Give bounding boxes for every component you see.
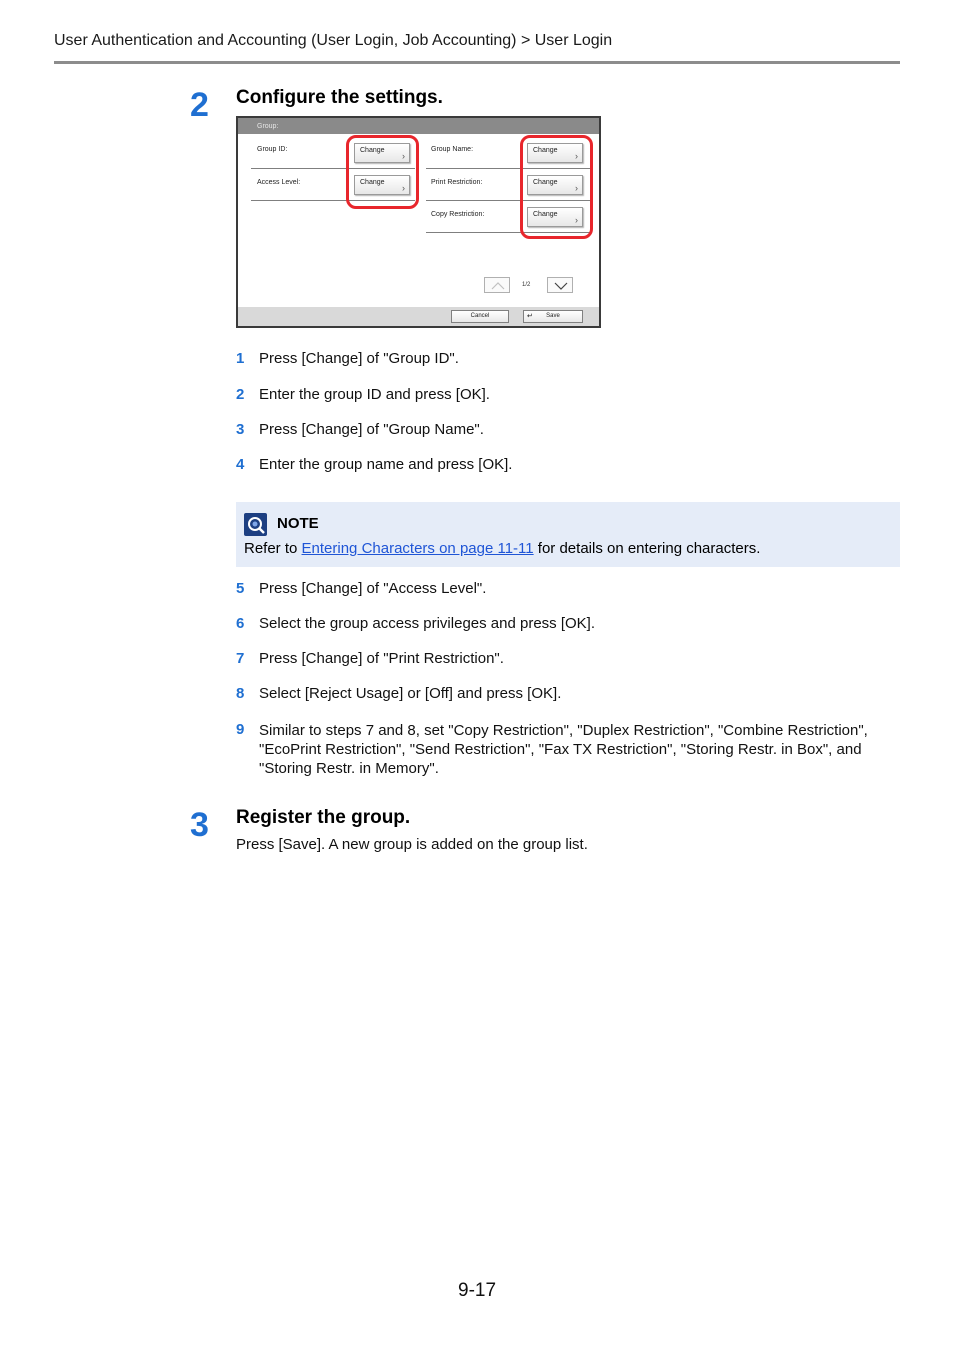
change-access-level-button[interactable]: Change › [354, 175, 410, 195]
substep-text: Press [Change] of "Group Name". [259, 421, 484, 438]
step-title: Configure the settings. [236, 87, 443, 108]
field-label-group-id: Group ID: [257, 146, 288, 153]
step-number: 2 [190, 86, 209, 124]
substep-text: Press [Change] of "Group ID". [259, 350, 459, 367]
breadcrumb: User Authentication and Accounting (User Login, Job Accounting) > User Login [54, 32, 613, 49]
field-label-copy-restriction: Copy Restriction: [431, 211, 485, 218]
substep-text: Select [Reject Usage] or [Off] and press [OK]. [259, 685, 562, 702]
substep-text: Similar to steps 7 and 8, set "Copy Restriction", "Duplex Restriction", "Combine Restriction", "EcoPrint Restriction", "Send Restriction", "Fax TX Restriction", "Storing Restr. in Box", and "Storing Restr. in Memory". [259, 722, 868, 777]
note-text: Refer to Entering Characters on page 11-11 for details on entering characters. [244, 540, 761, 557]
change-group-id-button[interactable]: Change › [354, 143, 410, 163]
substep-number: 5 [236, 580, 245, 597]
step-number: 3 [190, 806, 209, 844]
chevron-right-icon: › [575, 151, 578, 161]
field-label-group-name: Group Name: [431, 146, 474, 153]
substep-text: Enter the group ID and press [OK]. [259, 386, 490, 403]
substep-number: 6 [236, 615, 245, 632]
header-divider [54, 61, 900, 64]
chevron-down-icon [554, 281, 568, 290]
substep-number: 9 [236, 721, 245, 738]
substep-number: 1 [236, 350, 245, 367]
substep-text: Press [Change] of "Print Restriction". [259, 650, 504, 667]
note-title: NOTE [277, 515, 319, 532]
highlight-right-column [520, 135, 593, 239]
chevron-right-icon: › [402, 183, 405, 193]
change-copy-restriction-button[interactable]: Change › [527, 207, 583, 227]
substep-number: 2 [236, 386, 245, 403]
cancel-button[interactable]: Cancel [451, 310, 509, 323]
substep-number: 8 [236, 685, 245, 702]
change-print-restriction-button[interactable]: Change › [527, 175, 583, 195]
step-description: Press [Save]. A new group is added on the group list. [236, 836, 588, 853]
note-icon [244, 513, 267, 536]
substep-text: Select the group access privileges and press [OK]. [259, 615, 596, 632]
panel-title: Group: [257, 123, 279, 130]
note-box [236, 502, 900, 567]
substep-number: 4 [236, 456, 245, 473]
enter-icon: ↵ [527, 313, 533, 320]
highlight-left-column [346, 135, 419, 209]
substep-text: Press [Change] of "Access Level". [259, 580, 487, 597]
page-number: 9-17 [458, 1280, 497, 1301]
change-group-name-button[interactable]: Change › [527, 143, 583, 163]
field-label-print-restriction: Print Restriction: [431, 179, 483, 186]
substep-text: Enter the group name and press [OK]. [259, 456, 513, 473]
chevron-right-icon: › [402, 151, 405, 161]
chevron-up-icon [491, 281, 505, 290]
page-down-button[interactable] [547, 277, 573, 293]
group-settings-panel [236, 116, 601, 328]
field-label-access-level: Access Level: [257, 179, 301, 186]
chevron-right-icon: › [575, 215, 578, 225]
chevron-right-icon: › [575, 183, 578, 193]
page-up-button[interactable] [484, 277, 510, 293]
step-title: Register the group. [236, 807, 411, 828]
substep-number: 7 [236, 650, 245, 667]
panel-title-bar [238, 118, 599, 134]
substep-number: 3 [236, 421, 245, 438]
page-indicator: 1/2 [522, 282, 531, 288]
entering-characters-link[interactable]: Entering Characters on page 11-11 [301, 540, 534, 557]
save-button[interactable]: ↵ Save [523, 310, 583, 323]
